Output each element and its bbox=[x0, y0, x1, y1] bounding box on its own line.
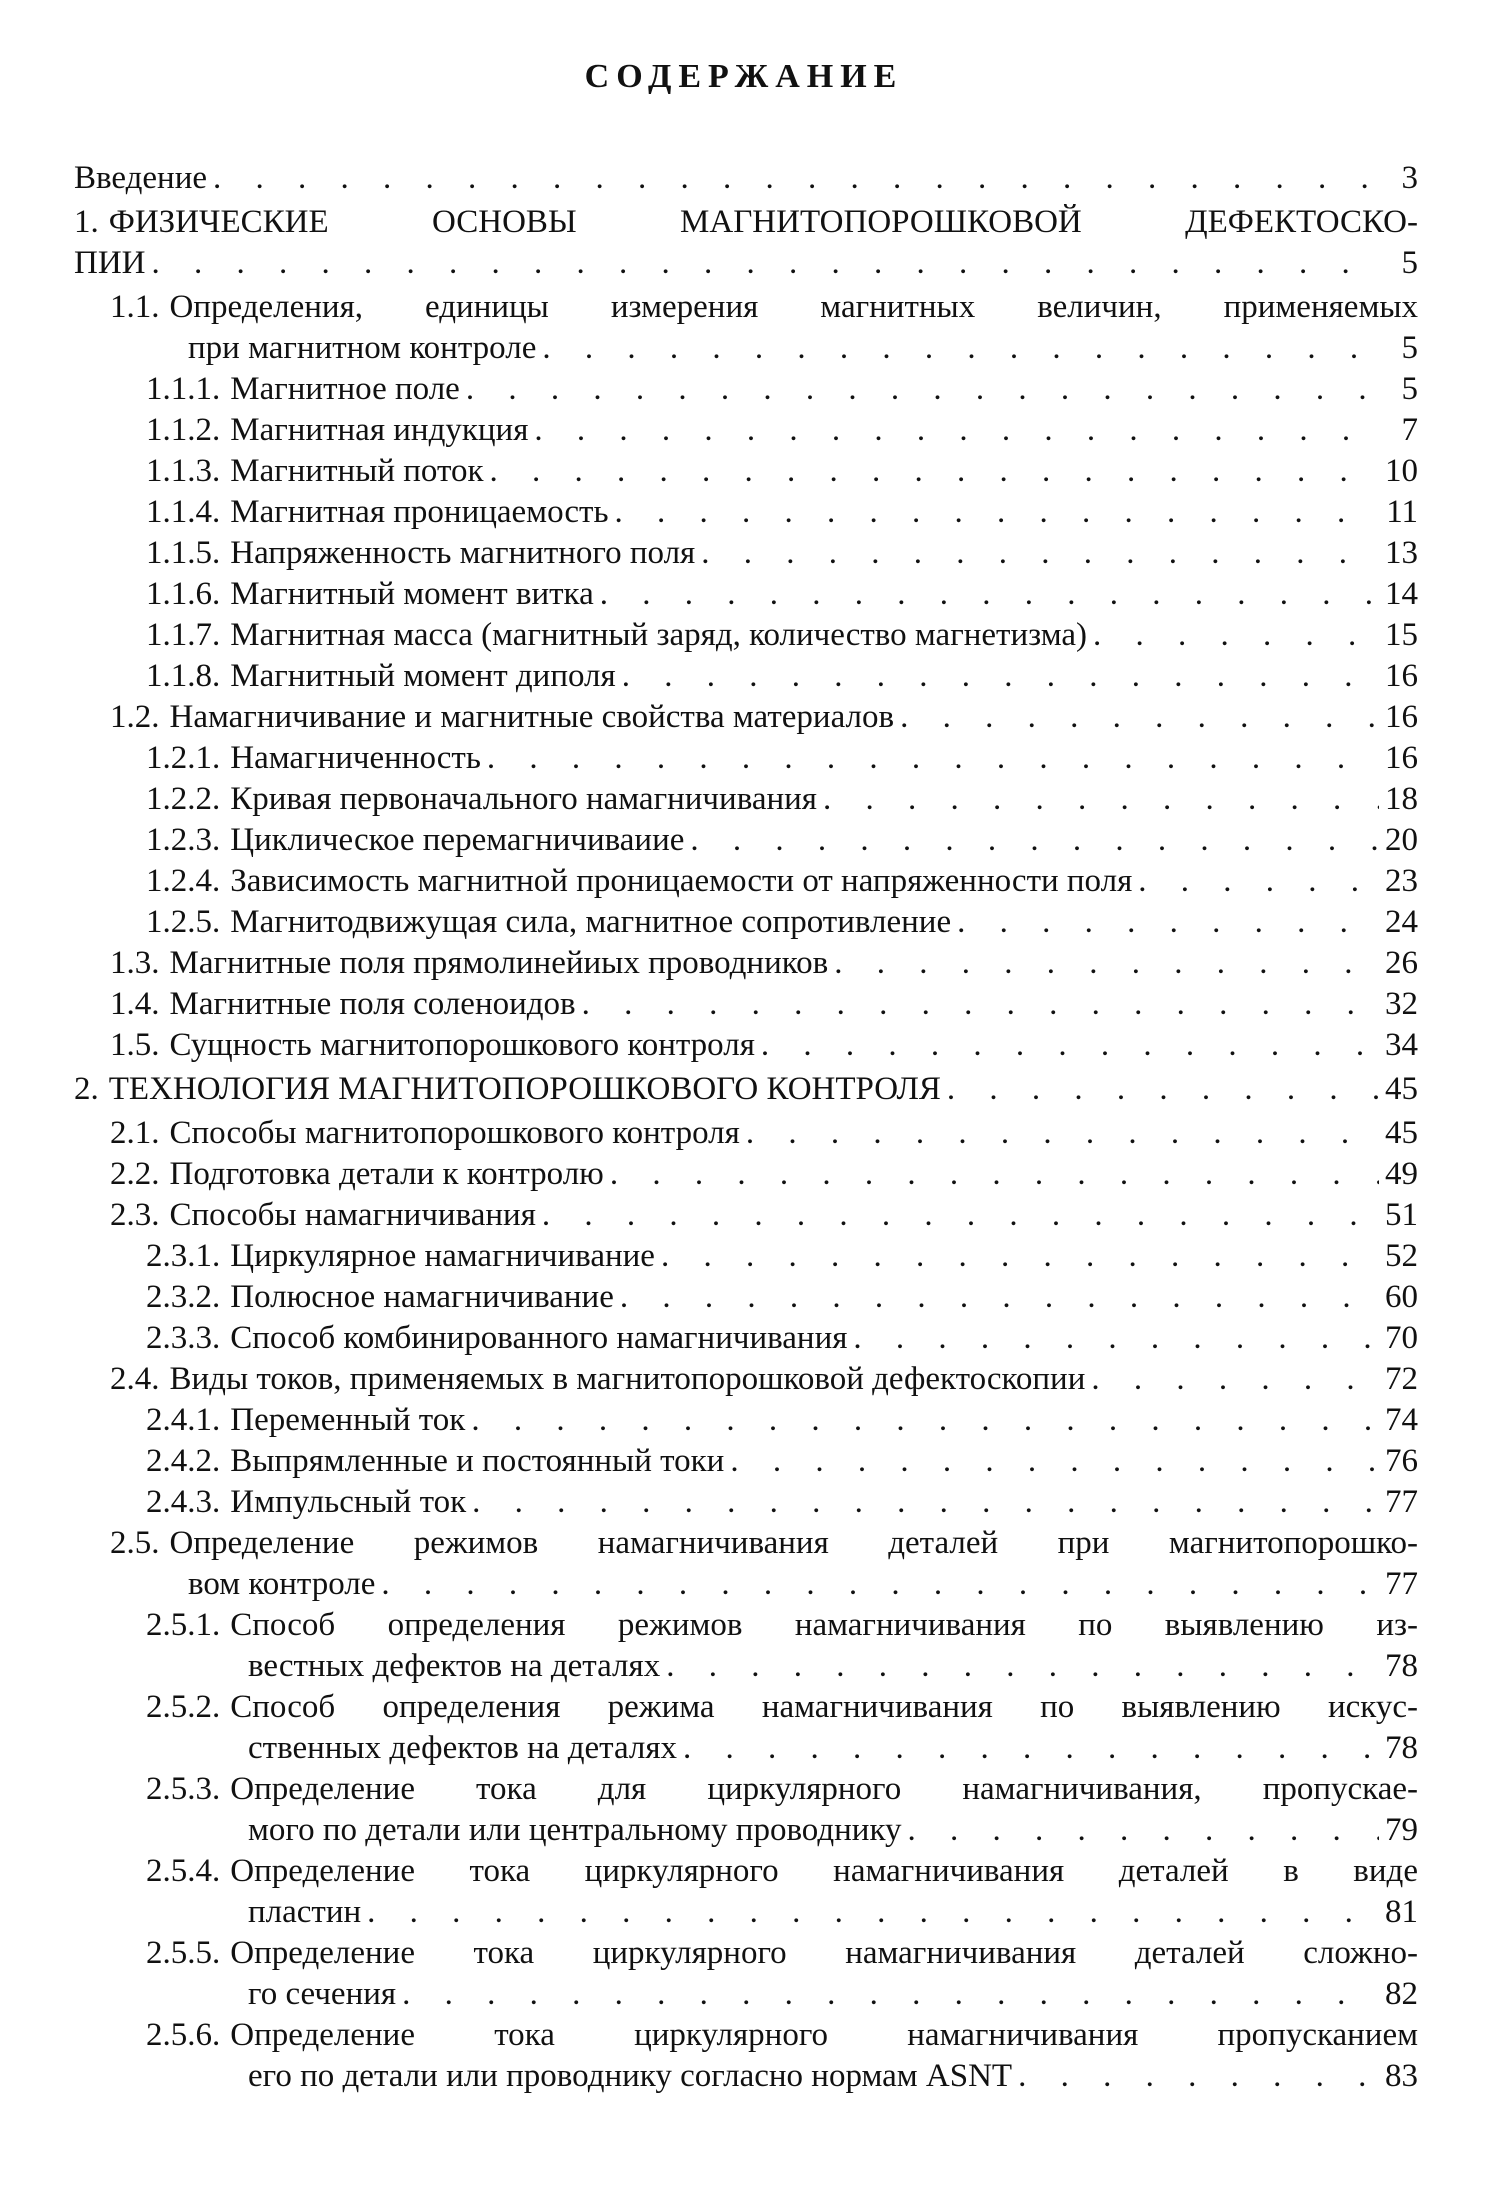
toc-entry[interactable] bbox=[74, 1523, 1418, 1605]
toc-entry[interactable] bbox=[74, 820, 1418, 861]
toc-entry-line bbox=[110, 1113, 1418, 1154]
entry-number: 2.4.3. bbox=[146, 1484, 221, 1520]
entry-title: Способ комбинированного намагничивания bbox=[230, 1320, 848, 1356]
toc-entry-line bbox=[110, 984, 1418, 1025]
entry-number: 1.1.5. bbox=[146, 535, 221, 571]
toc-entry[interactable] bbox=[74, 492, 1418, 533]
toc-entry[interactable] bbox=[74, 615, 1418, 656]
entry-title: го сечения bbox=[248, 1976, 397, 2012]
dot-leader bbox=[472, 1482, 1379, 1523]
entry-number: 1.2.1. bbox=[146, 740, 221, 776]
entry-title: мого по детали или центральному проводнику bbox=[248, 1812, 902, 1848]
entry-title: Намагниченность bbox=[230, 740, 481, 776]
entry-number: 1.1.2. bbox=[146, 412, 221, 448]
toc-entry[interactable] bbox=[74, 943, 1418, 984]
toc-entry[interactable] bbox=[74, 451, 1418, 492]
toc-entry-line bbox=[110, 1523, 1418, 1564]
entry-number: 1.1.6. bbox=[146, 576, 221, 612]
table-of-contents bbox=[74, 158, 1418, 2097]
toc-entry-line bbox=[146, 1769, 1418, 1810]
toc-entry[interactable] bbox=[74, 1025, 1418, 1066]
toc-entry[interactable] bbox=[74, 1236, 1418, 1277]
entry-title: Способы намагничивания bbox=[169, 1197, 536, 1233]
toc-entry-line bbox=[146, 1892, 1418, 1933]
dot-leader bbox=[1091, 1359, 1379, 1400]
toc-entry-line bbox=[146, 902, 1418, 943]
toc-entry-line bbox=[110, 943, 1418, 984]
page-number: 52 bbox=[1385, 1238, 1418, 1274]
toc-entry-line bbox=[110, 1025, 1418, 1066]
dot-leader bbox=[1018, 2056, 1379, 2097]
toc-entry-line bbox=[146, 779, 1418, 820]
dot-leader bbox=[957, 902, 1379, 943]
page-number: 5 bbox=[1401, 245, 1418, 281]
toc-entry-line bbox=[146, 574, 1418, 615]
page-number: 23 bbox=[1385, 863, 1418, 899]
entry-title: Способы магнитопорошкового контроля bbox=[169, 1115, 740, 1151]
dot-leader bbox=[582, 984, 1379, 1025]
dot-leader bbox=[622, 656, 1379, 697]
entry-number: 2.5. bbox=[110, 1525, 160, 1561]
toc-entry[interactable] bbox=[74, 656, 1418, 697]
toc-entry-line bbox=[146, 1851, 1418, 1892]
page-number: 70 bbox=[1385, 1320, 1418, 1356]
entry-number: 2.5.4. bbox=[146, 1853, 221, 1889]
entry-title: Определение тока для циркулярного намагничивания, пропускае- bbox=[230, 1771, 1418, 1807]
page-number: 32 bbox=[1385, 986, 1418, 1022]
toc-entry-line bbox=[110, 1564, 1418, 1605]
entry-number: 1.2.5. bbox=[146, 904, 221, 940]
entry-title: Импульсный ток bbox=[230, 1484, 467, 1520]
entry-title: Полюсное намагничивание bbox=[230, 1279, 614, 1315]
dot-leader bbox=[661, 1236, 1379, 1277]
page-number: 78 bbox=[1385, 1730, 1418, 1766]
page-number: 5 bbox=[1401, 371, 1418, 407]
toc-entry[interactable] bbox=[74, 1154, 1418, 1195]
entry-number: 2.5.5. bbox=[146, 1935, 221, 1971]
page-number: 76 bbox=[1385, 1443, 1418, 1479]
toc-entry-line bbox=[146, 820, 1418, 861]
toc-entry-line bbox=[146, 861, 1418, 902]
entry-title: Магнитная масса (магнитный заряд, количество магнетизма) bbox=[230, 617, 1087, 653]
entry-title: Магнитные поля соленоидов bbox=[169, 986, 576, 1022]
dot-leader bbox=[746, 1113, 1379, 1154]
toc-entry[interactable] bbox=[74, 1687, 1418, 1769]
dot-leader bbox=[1138, 861, 1379, 902]
entry-title: вестных дефектов на деталях bbox=[248, 1648, 661, 1684]
dot-leader bbox=[834, 943, 1379, 984]
entry-title: ственных дефектов на деталях bbox=[248, 1730, 678, 1766]
entry-number: 1.1.4. bbox=[146, 494, 221, 530]
page-number: 14 bbox=[1385, 576, 1418, 612]
page-number: 20 bbox=[1385, 822, 1418, 858]
dot-leader bbox=[620, 1277, 1379, 1318]
toc-entry[interactable] bbox=[74, 1069, 1418, 1110]
dot-leader bbox=[542, 328, 1386, 369]
page-number: 81 bbox=[1385, 1894, 1418, 1930]
entry-number: 1.1.7. bbox=[146, 617, 221, 653]
toc-entry-line bbox=[146, 2056, 1418, 2097]
entry-title: Циркулярное намагничивание bbox=[230, 1238, 655, 1274]
entry-title: пластин bbox=[248, 1894, 362, 1930]
toc-entry-line bbox=[146, 738, 1418, 779]
toc-entry[interactable] bbox=[74, 902, 1418, 943]
dot-leader bbox=[615, 492, 1381, 533]
entry-number: 1.2.4. bbox=[146, 863, 221, 899]
entry-number: 2.5.1. bbox=[146, 1607, 221, 1643]
dot-leader bbox=[466, 369, 1386, 410]
toc-entry-line bbox=[146, 1933, 1418, 1974]
page-number: 13 bbox=[1385, 535, 1418, 571]
entry-number: 1.1.8. bbox=[146, 658, 221, 694]
dot-leader bbox=[600, 574, 1379, 615]
entry-number: 2.3.3. bbox=[146, 1320, 221, 1356]
dot-leader bbox=[908, 1810, 1379, 1851]
page-number: 49 bbox=[1385, 1156, 1418, 1192]
entry-title: Намагничивание и магнитные свойства материалов bbox=[169, 699, 895, 735]
dot-leader bbox=[730, 1441, 1379, 1482]
page-number: 7 bbox=[1401, 412, 1418, 448]
page-number: 78 bbox=[1385, 1648, 1418, 1684]
toc-entry[interactable] bbox=[74, 1195, 1418, 1236]
entry-number: 1.3. bbox=[110, 945, 160, 981]
entry-number: 2.4. bbox=[110, 1361, 160, 1397]
entry-title: Магнитный момент витка bbox=[230, 576, 594, 612]
entry-title: Определения, единицы измерения магнитных величин, применяемых bbox=[169, 289, 1418, 325]
entry-title: Магнитные поля прямолинейиых проводников bbox=[169, 945, 829, 981]
page-number: 3 bbox=[1401, 160, 1418, 196]
entry-number: 2.1. bbox=[110, 1115, 160, 1151]
toc-entry-line bbox=[146, 1974, 1418, 2015]
entry-number: 2.5.6. bbox=[146, 2017, 221, 2053]
entry-title: Магнитодвижущая сила, магнитное сопротивление bbox=[230, 904, 952, 940]
page-number: 15 bbox=[1385, 617, 1418, 653]
dot-leader bbox=[542, 1195, 1379, 1236]
entry-number: 1.1. bbox=[110, 289, 160, 325]
entry-title: Зависимость магнитной проницаемости от напряженности поля bbox=[230, 863, 1133, 899]
dot-leader bbox=[683, 1728, 1379, 1769]
entry-number: 1.5. bbox=[110, 1027, 160, 1063]
dot-leader bbox=[690, 820, 1379, 861]
dot-leader bbox=[761, 1025, 1379, 1066]
entry-number: 1.1.1. bbox=[146, 371, 221, 407]
entry-title: Циклическое перемагничиваиие bbox=[230, 822, 685, 858]
dot-leader bbox=[490, 451, 1379, 492]
page-number: 51 bbox=[1385, 1197, 1418, 1233]
dot-leader bbox=[1093, 615, 1379, 656]
entry-title: Магнитный момент диполя bbox=[230, 658, 616, 694]
toc-entry-line bbox=[74, 202, 1418, 243]
toc-entry-line bbox=[146, 1810, 1418, 1851]
page-number: 18 bbox=[1385, 781, 1418, 817]
toc-entry-line bbox=[146, 410, 1418, 451]
page-number: 26 bbox=[1385, 945, 1418, 981]
entry-title: ТЕХНОЛОГИЯ МАГНИТОПОРОШКОВОГО КОНТРОЛЯ bbox=[108, 1071, 941, 1107]
toc-entry[interactable] bbox=[74, 1851, 1418, 1933]
page-number: 5 bbox=[1401, 330, 1418, 366]
dot-leader bbox=[853, 1318, 1379, 1359]
page-number: 60 bbox=[1385, 1279, 1418, 1315]
toc-entry-line bbox=[146, 1236, 1418, 1277]
toc-entry[interactable] bbox=[74, 410, 1418, 451]
entry-title: вом контроле bbox=[188, 1566, 376, 1602]
dot-leader bbox=[471, 1400, 1379, 1441]
toc-entry-line bbox=[146, 615, 1418, 656]
entry-title: его по детали или проводнику согласно нормам ASNT bbox=[248, 2058, 1013, 2094]
dot-leader bbox=[487, 738, 1379, 779]
dot-leader bbox=[367, 1892, 1379, 1933]
entry-title: Магнитная проницаемость bbox=[230, 494, 609, 530]
toc-entry[interactable] bbox=[74, 1482, 1418, 1523]
entry-number: 2.2. bbox=[110, 1156, 160, 1192]
toc-entry[interactable] bbox=[74, 1359, 1418, 1400]
page-number: 45 bbox=[1385, 1115, 1418, 1151]
toc-entry-line bbox=[110, 1359, 1418, 1400]
entry-title: ПИИ bbox=[74, 245, 146, 281]
toc-entry-line bbox=[146, 656, 1418, 697]
dot-leader bbox=[823, 779, 1379, 820]
entry-title: Определение тока циркулярного намагничивания деталей в виде bbox=[230, 1853, 1418, 1889]
toc-entry-line bbox=[110, 328, 1418, 369]
dot-leader bbox=[666, 1646, 1379, 1687]
toc-entry-line bbox=[110, 1154, 1418, 1195]
page-number: 16 bbox=[1385, 699, 1418, 735]
page-number: 77 bbox=[1385, 1566, 1418, 1602]
toc-entry[interactable] bbox=[74, 984, 1418, 1025]
dot-leader bbox=[610, 1154, 1379, 1195]
toc-entry[interactable] bbox=[74, 202, 1418, 284]
entry-number: 2.4.1. bbox=[146, 1402, 221, 1438]
page-number: 16 bbox=[1385, 658, 1418, 694]
toc-entry-line bbox=[146, 2015, 1418, 2056]
entry-title: Напряженность магнитного поля bbox=[230, 535, 696, 571]
entry-title: Выпрямленные и постоянный токи bbox=[230, 1443, 725, 1479]
page-number: 45 bbox=[1385, 1071, 1418, 1107]
toc-entry[interactable] bbox=[74, 1318, 1418, 1359]
toc-entry-line bbox=[146, 533, 1418, 574]
dot-leader bbox=[900, 697, 1379, 738]
entry-number: 1.2. bbox=[110, 699, 160, 735]
toc-entry[interactable] bbox=[74, 574, 1418, 615]
entry-number: 1.4. bbox=[110, 986, 160, 1022]
page-number: 24 bbox=[1385, 904, 1418, 940]
toc-entry[interactable] bbox=[74, 861, 1418, 902]
dot-leader bbox=[152, 243, 1387, 284]
entry-title: Способ определения режимов намагничивания по выявлению из- bbox=[230, 1607, 1418, 1643]
toc-entry-line bbox=[74, 243, 1418, 284]
page-number: 16 bbox=[1385, 740, 1418, 776]
page-number: 74 bbox=[1385, 1402, 1418, 1438]
toc-entry[interactable] bbox=[74, 1441, 1418, 1482]
page-number: 11 bbox=[1386, 494, 1418, 530]
page-number: 10 bbox=[1385, 453, 1418, 489]
entry-title: Сущность магнитопорошкового контроля bbox=[169, 1027, 755, 1063]
toc-entry[interactable] bbox=[74, 1933, 1418, 2015]
toc-entry-line bbox=[146, 1318, 1418, 1359]
entry-number: 2.3.1. bbox=[146, 1238, 221, 1274]
entry-title: Определение тока циркулярного намагничивания деталей сложно- bbox=[230, 1935, 1418, 1971]
toc-entry-line bbox=[146, 1646, 1418, 1687]
toc-entry[interactable] bbox=[74, 738, 1418, 779]
toc-entry-line bbox=[146, 1441, 1418, 1482]
page-number: 72 bbox=[1385, 1361, 1418, 1397]
entry-title: Кривая первоначального намагничивания bbox=[230, 781, 817, 817]
page-number: 34 bbox=[1385, 1027, 1418, 1063]
page-number: 77 bbox=[1385, 1484, 1418, 1520]
toc-entry-line bbox=[110, 697, 1418, 738]
toc-entry-line bbox=[146, 1277, 1418, 1318]
dot-leader bbox=[381, 1564, 1379, 1605]
entry-title: Подготовка детали к контролю bbox=[169, 1156, 604, 1192]
toc-entry[interactable] bbox=[74, 697, 1418, 738]
toc-entry[interactable] bbox=[74, 1400, 1418, 1441]
toc-entry-line bbox=[146, 369, 1418, 410]
entry-number: 2.5.2. bbox=[146, 1689, 221, 1725]
page-number: 79 bbox=[1385, 1812, 1418, 1848]
entry-number: 1.2.3. bbox=[146, 822, 221, 858]
entry-title: Магнитный поток bbox=[230, 453, 484, 489]
toc-entry-line bbox=[146, 1400, 1418, 1441]
toc-entry-line bbox=[110, 1195, 1418, 1236]
entry-number: 2.3. bbox=[110, 1197, 160, 1233]
toc-entry[interactable] bbox=[74, 158, 1418, 199]
toc-entry-line bbox=[110, 287, 1418, 328]
toc-entry-line bbox=[146, 1605, 1418, 1646]
entry-title: Магнитная индукция bbox=[230, 412, 529, 448]
page-number: 83 bbox=[1385, 2058, 1418, 2094]
toc-entry-line bbox=[146, 451, 1418, 492]
dot-leader bbox=[402, 1974, 1379, 2015]
toc-entry[interactable] bbox=[74, 369, 1418, 410]
entry-title: Магнитное поле bbox=[230, 371, 460, 407]
toc-entry-line bbox=[146, 492, 1418, 533]
toc-entry-line bbox=[146, 1728, 1418, 1769]
entry-title: Определение тока циркулярного намагничивания пропусканием bbox=[230, 2017, 1418, 2053]
dot-leader bbox=[947, 1069, 1379, 1110]
toc-entry[interactable] bbox=[74, 1605, 1418, 1687]
toc-entry-line bbox=[74, 1069, 1418, 1110]
toc-entry[interactable] bbox=[74, 1277, 1418, 1318]
entry-number: 2. bbox=[74, 1071, 99, 1107]
dot-leader bbox=[213, 158, 1386, 199]
entry-number: 1.2.2. bbox=[146, 781, 221, 817]
entry-number: 2.3.2. bbox=[146, 1279, 221, 1315]
entry-number: 1. bbox=[74, 204, 99, 240]
toc-entry[interactable] bbox=[74, 1113, 1418, 1154]
entry-title: Переменный ток bbox=[230, 1402, 466, 1438]
toc-entry[interactable] bbox=[74, 779, 1418, 820]
toc-entry[interactable] bbox=[74, 2015, 1418, 2097]
entry-title: Способ определения режима намагничивания по выявлению искус- bbox=[230, 1689, 1418, 1725]
toc-entry-line bbox=[146, 1482, 1418, 1523]
toc-entry[interactable] bbox=[74, 533, 1418, 574]
entry-title: Виды токов, применяемых в магнитопорошковой дефектоскопии bbox=[169, 1361, 1086, 1397]
page-title: СОДЕРЖАНИЕ bbox=[584, 58, 904, 95]
entry-title: Определение режимов намагничивания деталей при магнитопорошко- bbox=[169, 1525, 1418, 1561]
toc-entry[interactable] bbox=[74, 287, 1418, 369]
toc-entry-line bbox=[146, 1687, 1418, 1728]
entry-title: Введение bbox=[74, 160, 208, 196]
entry-number: 2.4.2. bbox=[146, 1443, 221, 1479]
entry-title: ФИЗИЧЕСКИЕ ОСНОВЫ МАГНИТОПОРОШКОВОЙ ДЕФЕКТОСКО- bbox=[108, 204, 1418, 240]
dot-leader bbox=[701, 533, 1379, 574]
entry-number: 2.5.3. bbox=[146, 1771, 221, 1807]
toc-entry-line bbox=[74, 158, 1418, 199]
toc-entry[interactable] bbox=[74, 1769, 1418, 1851]
dot-leader bbox=[534, 410, 1386, 451]
entry-title: при магнитном контроле bbox=[188, 330, 537, 366]
page-number: 82 bbox=[1385, 1976, 1418, 2012]
entry-number: 1.1.3. bbox=[146, 453, 221, 489]
